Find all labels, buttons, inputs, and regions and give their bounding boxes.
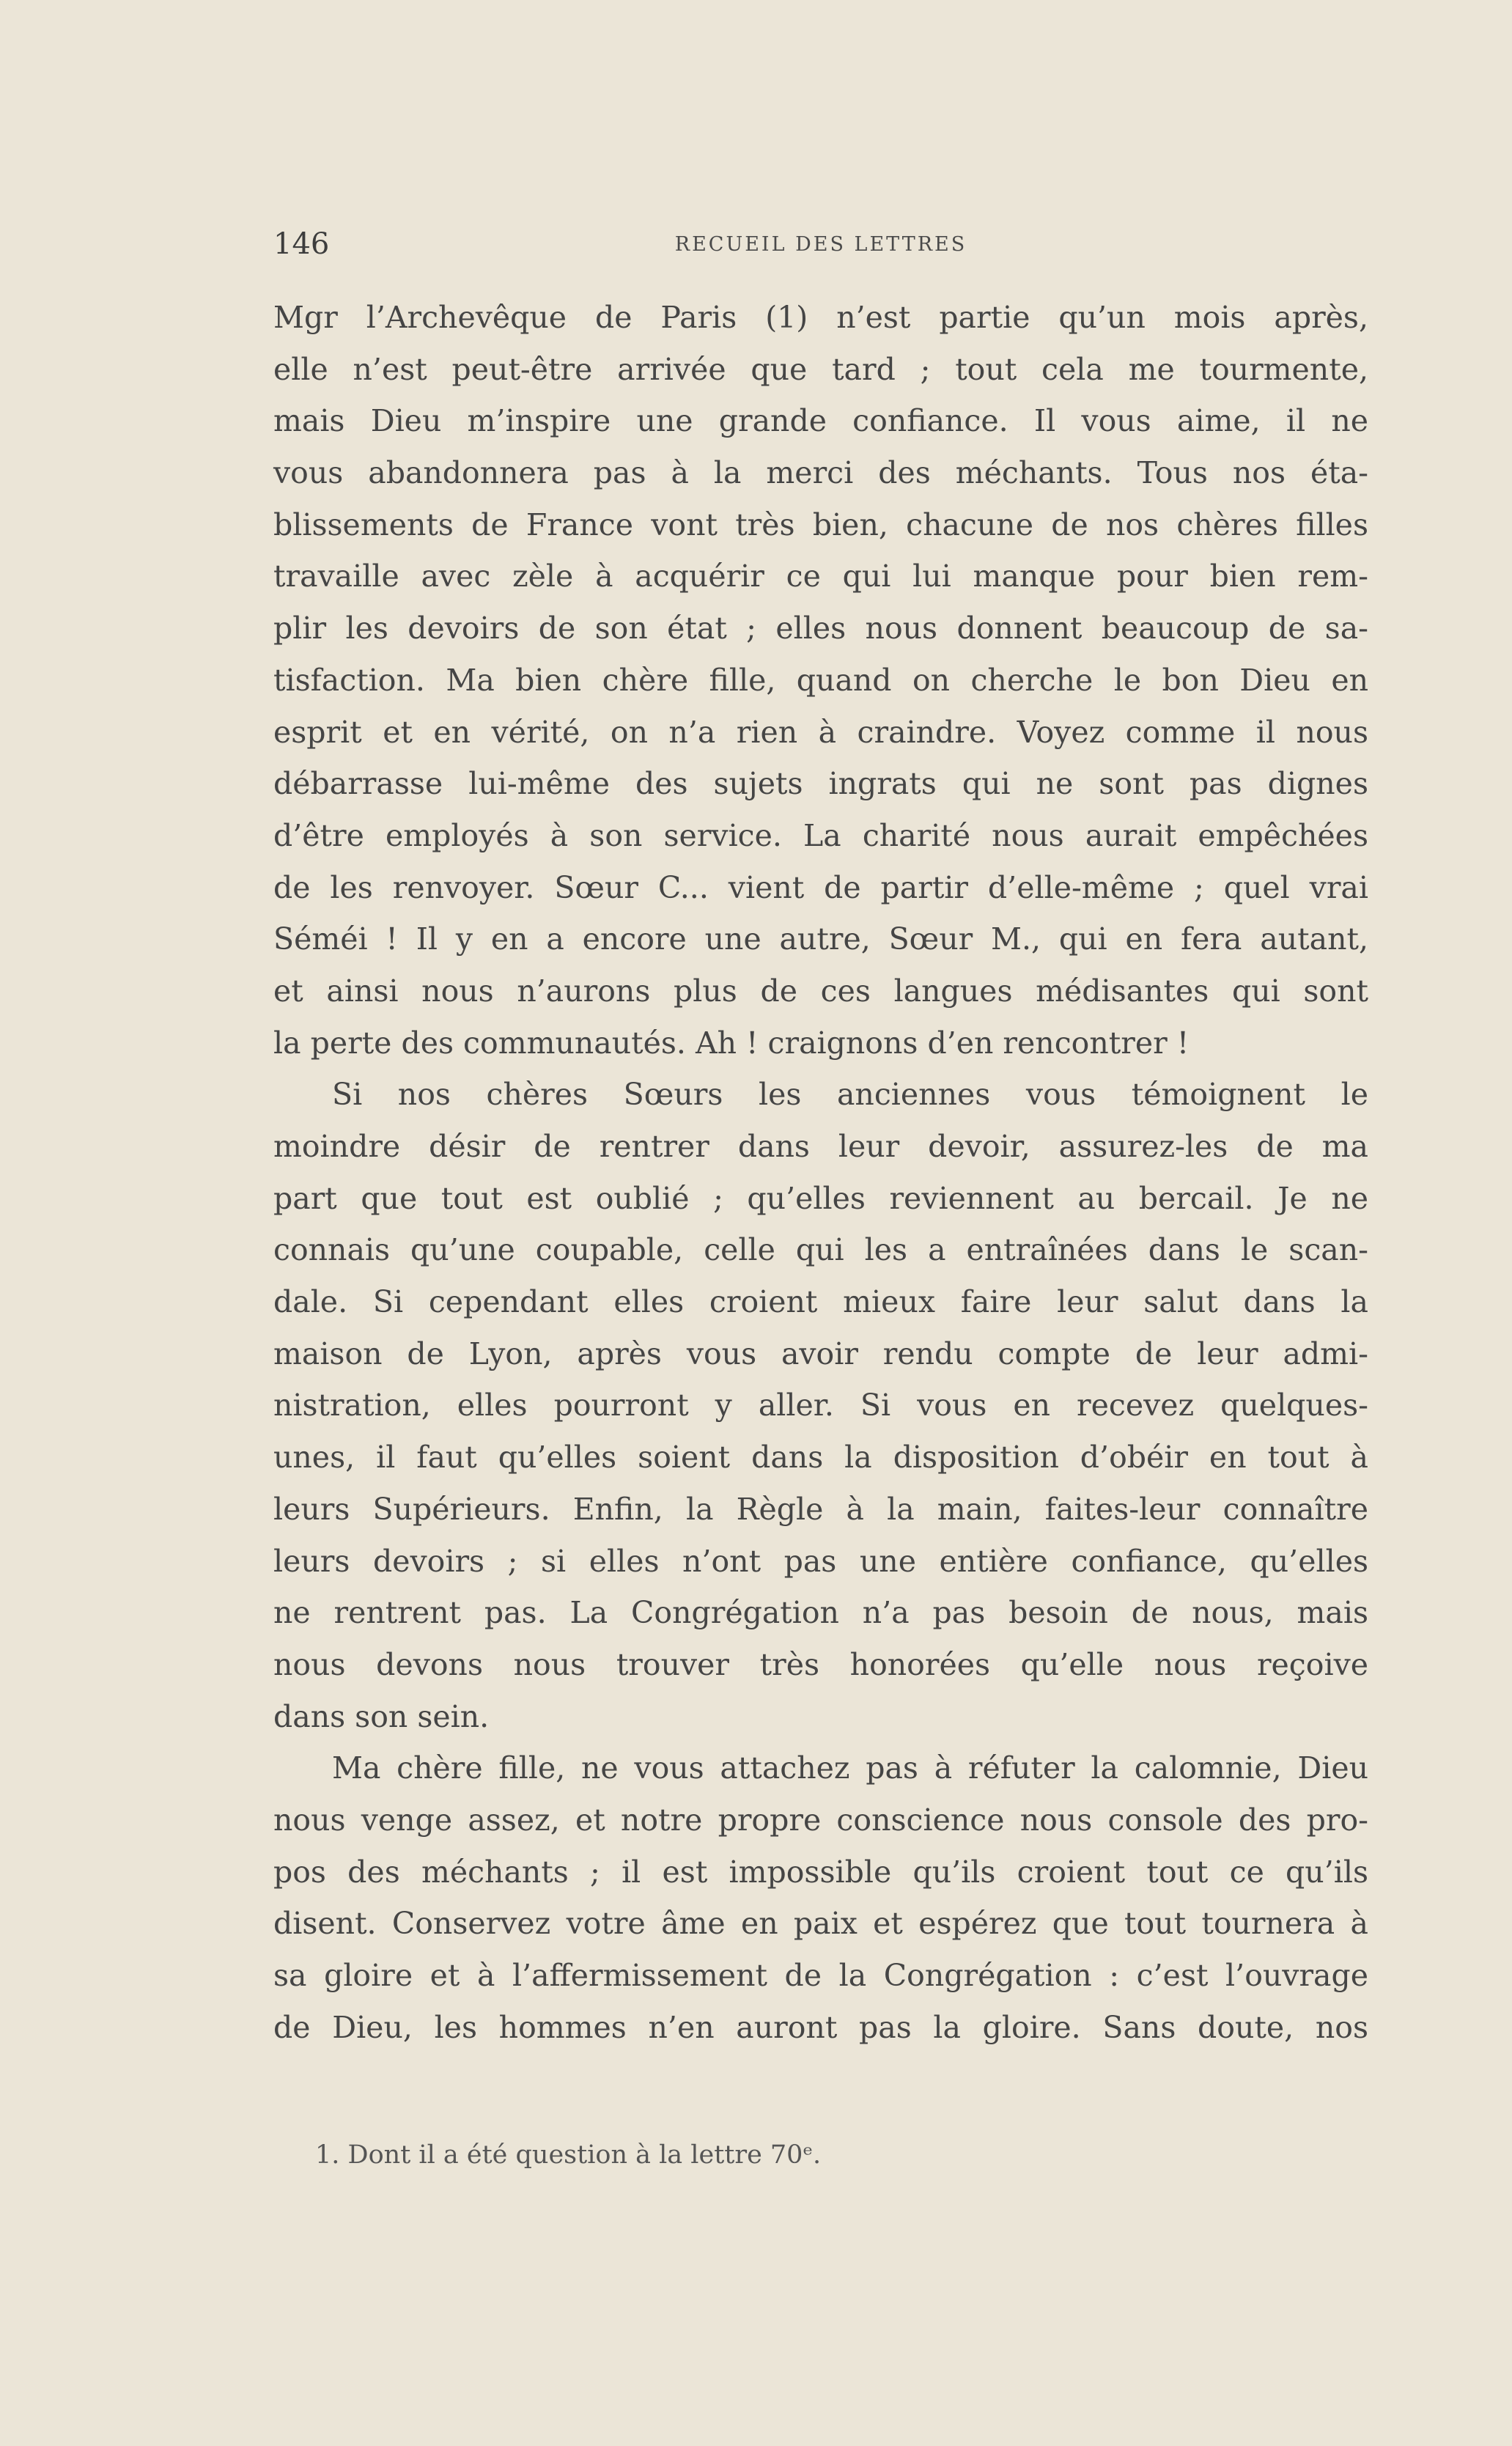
text-line: elle n’est peut-être arrivée que tard ; tout cela me tourmente, (273, 351, 1368, 387)
text-line: nous venge assez, et notre propre conscience nous console des pro- (273, 1802, 1368, 1838)
text-line: dans son sein. (273, 1698, 490, 1734)
body-text (273, 292, 1368, 2053)
text-line: tisfaction. Ma bien chère fille, quand on cherche le bon Dieu en (273, 662, 1368, 698)
text-line: pos des méchants ; il est impossible qu’ils croient tout ce qu’ils (273, 1854, 1368, 1890)
text-line: part que tout est oublié ; qu’elles reviennent au bercail. Je ne (273, 1180, 1368, 1216)
page-number: 146 (273, 227, 330, 261)
text-line: unes, il faut qu’elles soient dans la disposition d’obéir en tout à (273, 1440, 1368, 1476)
footnote: 1. Dont il a été question à la lettre 70ᵉ. (315, 2140, 822, 2170)
text-line: plir les devoirs de son état ; elles nous donnent beaucoup de sa- (273, 611, 1368, 647)
text-line: blissements de France vont très bien, chacune de nos chères filles (273, 506, 1368, 542)
running-title: RECUEIL DES LETTRES (674, 233, 967, 256)
text-line: leurs Supérieurs. Enfin, la Règle à la main, faites-leur connaître (273, 1491, 1368, 1527)
text-line: Ma chère fille, ne vous attachez pas à réfuter la calomnie, Dieu (332, 1750, 1368, 1786)
text-line: ne rentrent pas. La Congrégation n’a pas besoin de nous, mais (273, 1595, 1368, 1631)
text-line: débarrasse lui-même des sujets ingrats qui ne sont pas dignes (273, 766, 1368, 802)
text-line: et ainsi nous n’aurons plus de ces langues médisantes qui sont (273, 973, 1368, 1009)
text-line: nous devons nous trouver très honorées qu’elle nous reçoive (273, 1646, 1368, 1682)
text-line: Séméi ! Il y en a encore une autre, Sœur M., qui en fera autant, (273, 921, 1368, 957)
text-line: vous abandonnera pas à la merci des méchants. Tous nos éta- (273, 455, 1368, 491)
text-line: dale. Si cependant elles croient mieux faire leur salut dans la (273, 1284, 1368, 1320)
text-line: nistration, elles pourront y aller. Si vous en recevez quelques- (273, 1388, 1368, 1423)
text-line: Si nos chères Sœurs les anciennes vous témoignent le (332, 1077, 1368, 1113)
text-line: disent. Conservez votre âme en paix et espérez que tout tournera à (273, 1906, 1368, 1942)
text-line: de les renvoyer. Sœur C... vient de partir d’elle-même ; quel vrai (273, 869, 1368, 905)
text-line: maison de Lyon, après vous avoir rendu compte de leur admi- (273, 1336, 1368, 1371)
text-line: sa gloire et à l’affermissement de la Congrégation : c’est l’ouvrage (273, 1958, 1368, 1993)
text-line: connais qu’une coupable, celle qui les a entraînées dans le scan- (273, 1232, 1368, 1268)
text-line: esprit et en vérité, on n’a rien à craindre. Voyez comme il nous (273, 714, 1368, 750)
text-line: travaille avec zèle à acquérir ce qui lui manque pour bien rem- (273, 559, 1368, 594)
text-line: Mgr l’Archevêque de Paris (1) n’est partie qu’un mois après, (273, 300, 1368, 335)
text-line: d’être employés à son service. La charité nous aurait empêchées (273, 817, 1368, 853)
text-line: la perte des communautés. Ah ! craignons d’en rencontrer ! (273, 1025, 1190, 1061)
text-line: de Dieu, les hommes n’en auront pas la gloire. Sans doute, nos (273, 2009, 1368, 2045)
page-header (273, 227, 1368, 264)
text-line: leurs devoirs ; si elles n’ont pas une entière confiance, qu’elles (273, 1543, 1368, 1579)
text-line: mais Dieu m’inspire une grande confiance. Il vous aime, il ne (273, 403, 1368, 439)
text-line: moindre désir de rentrer dans leur devoir, assurez-les de ma (273, 1129, 1368, 1164)
